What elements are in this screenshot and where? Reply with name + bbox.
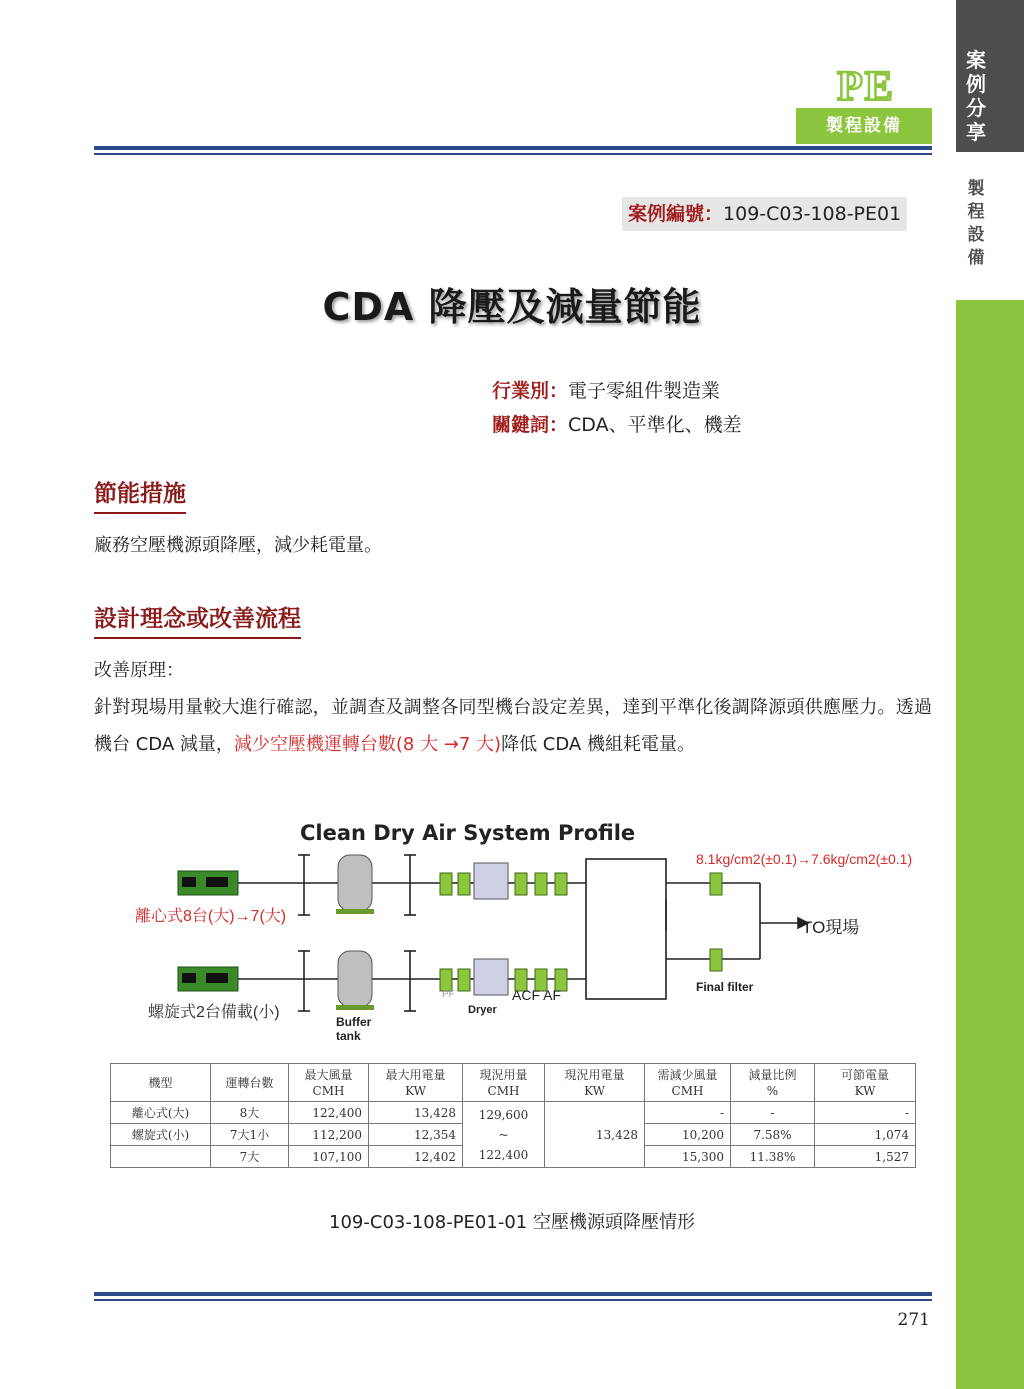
table-cell: 7大 bbox=[211, 1146, 289, 1168]
footer-rule-thin bbox=[94, 1299, 932, 1301]
dryer-icon bbox=[474, 863, 508, 995]
compressor-table bbox=[110, 1063, 916, 1168]
to-site-label: TO現場 bbox=[802, 918, 860, 937]
principle-body-highlight: 減少空壓機運轉台數(8 大 →7 大) bbox=[233, 734, 502, 755]
industry-value: 電子零組件製造業 bbox=[568, 380, 721, 402]
case-number-label: 案例編號： bbox=[628, 203, 724, 225]
side-tab-label[interactable]: 案例分享 bbox=[966, 48, 986, 144]
table-cell: - bbox=[645, 1102, 731, 1124]
current-power-cell: 13,428 bbox=[545, 1102, 645, 1168]
category-badge: 製程設備 bbox=[796, 108, 932, 144]
header-rule bbox=[94, 146, 932, 150]
table-cell: 8大 bbox=[211, 1102, 289, 1124]
table-cell: 122,400 bbox=[289, 1102, 369, 1124]
compressor-icon bbox=[178, 967, 238, 991]
principle-label: 改善原理： bbox=[94, 660, 184, 681]
table-header: 需減少風量 CMH bbox=[645, 1064, 731, 1102]
final-filter-label: Final filter bbox=[696, 980, 754, 994]
table-cell: 1,527 bbox=[815, 1146, 916, 1168]
case-number-value: 109-C03-108-PE01 bbox=[723, 203, 902, 225]
table-cell: 11.38% bbox=[731, 1146, 815, 1168]
table-cell: 13,428 bbox=[369, 1102, 463, 1124]
buffer-tank-icon bbox=[336, 951, 374, 1010]
table-header: 現況用量 CMH bbox=[463, 1064, 545, 1102]
table-cell: 離心式(大) bbox=[111, 1102, 211, 1124]
principle-body-a: 針對現場用量較大進行確認，並調查及調整各同型機台設定差異，達到平準化後調降源頭供應壓力。透過機台 CDA 減量， bbox=[94, 697, 932, 755]
side-category-label: 製程設備 bbox=[967, 179, 985, 268]
table-header: 可節電量 KW bbox=[815, 1064, 916, 1102]
table-header: 現況用電量 KW bbox=[545, 1064, 645, 1102]
pe-logo bbox=[810, 66, 922, 106]
compressor-icon bbox=[178, 871, 238, 895]
acf-af-label: ACF AF bbox=[512, 987, 562, 1003]
table-cell: - bbox=[731, 1102, 815, 1124]
header-rule-thin bbox=[94, 153, 932, 155]
section-design-heading: 設計理念或改善流程 bbox=[94, 600, 301, 639]
principle-body-b: 降低 CDA 機組耗電量。 bbox=[501, 734, 695, 755]
section-measures-heading: 節能措施 bbox=[94, 475, 186, 514]
keywords-line bbox=[492, 410, 742, 437]
diagram-pressure-label: 8.1kg/cm2(±0.1)→7.6kg/cm2(±0.1) bbox=[696, 851, 913, 867]
diagram-title: Clean Dry Air System Profile bbox=[300, 821, 636, 845]
table-cell: 15,300 bbox=[645, 1146, 731, 1168]
table-cell bbox=[111, 1146, 211, 1168]
table-cell: 螺旋式(小) bbox=[111, 1124, 211, 1146]
page-title: CDA 降壓及減量節能 bbox=[322, 285, 702, 329]
table-header: 減量比例 % bbox=[731, 1064, 815, 1102]
figure-caption: 109-C03-108-PE01-01 空壓機源頭降壓情形 bbox=[329, 1212, 695, 1233]
pe-logo-text: PE bbox=[837, 66, 895, 106]
centrifugal-label: 離心式8台(大)→7(大) bbox=[135, 908, 287, 925]
table-header: 運轉台數 bbox=[211, 1064, 289, 1102]
table-header: 最大風量 CMH bbox=[289, 1064, 369, 1102]
table-cell: 10,200 bbox=[645, 1124, 731, 1146]
buffer-tank-icon bbox=[336, 855, 374, 914]
table-row bbox=[111, 1102, 916, 1124]
buffer-label-1: Buffer bbox=[336, 1015, 372, 1029]
industry-label: 行業別： bbox=[492, 380, 569, 402]
table-cell: 1,074 bbox=[815, 1124, 916, 1146]
pf-label: PF bbox=[442, 989, 455, 1000]
buffer-label-2: tank bbox=[336, 1029, 361, 1043]
dryer-label: Dryer bbox=[468, 1004, 497, 1016]
table-cell: 112,200 bbox=[289, 1124, 369, 1146]
table-header: 最大用電量 KW bbox=[369, 1064, 463, 1102]
table-cell: 7大1小 bbox=[211, 1124, 289, 1146]
industry-line bbox=[492, 376, 720, 403]
principle-body bbox=[94, 689, 932, 763]
table-header: 機型 bbox=[111, 1064, 211, 1102]
table-cell: 12,354 bbox=[369, 1124, 463, 1146]
cda-system-diagram bbox=[110, 815, 916, 1055]
current-usage-cell: 129,600 ~ 122,400 bbox=[463, 1102, 545, 1168]
case-number-box bbox=[622, 197, 907, 231]
table-cell: 12,402 bbox=[369, 1146, 463, 1168]
table-cell: - bbox=[815, 1102, 916, 1124]
page-number: 271 bbox=[897, 1310, 930, 1330]
table-cell: 7.58% bbox=[731, 1124, 815, 1146]
measures-text: 廠務空壓機源頭降壓，減少耗電量。 bbox=[94, 535, 382, 556]
keywords-value: CDA、平準化、機差 bbox=[568, 414, 742, 436]
keywords-label: 關鍵詞： bbox=[492, 414, 569, 436]
table-cell: 107,100 bbox=[289, 1146, 369, 1168]
screw-label: 螺旋式2台備載(小) bbox=[148, 1004, 280, 1021]
footer-rule bbox=[94, 1292, 932, 1296]
